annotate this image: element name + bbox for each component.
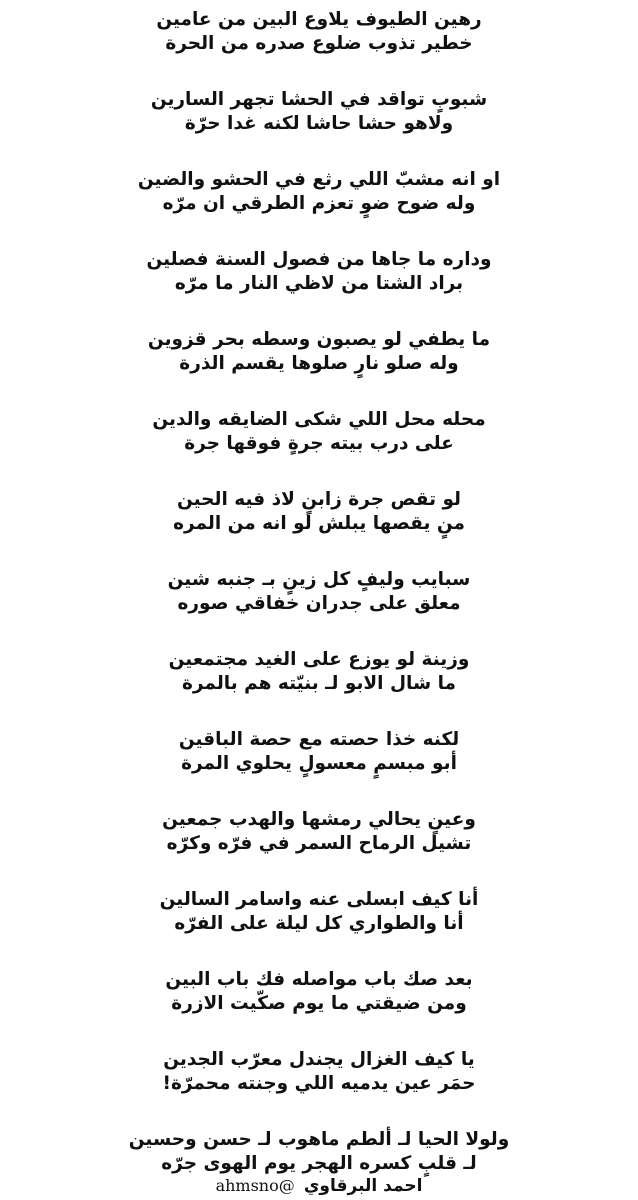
verse-line: ولولا الحيا لـ ألطم ماهوب لـ حسن وحسين <box>128 1129 510 1150</box>
stanza <box>0 408 638 456</box>
stanza <box>0 1048 638 1096</box>
stanza <box>0 8 638 56</box>
stanza <box>0 488 638 536</box>
verse-line: وعينٍ يحالي رمشها والهدب جمعين <box>162 809 476 830</box>
verse-line: يا كيف الغزال يجندل معرّب الجدين <box>163 1049 475 1070</box>
verse-line: براد الشتا من لاظي النار ما مرّه <box>174 273 464 294</box>
verse-line: لو تقص جرة زابنٍ لاذ فيه الحين <box>176 489 461 510</box>
verse-line: وله صلو نارٍ صلوها يقسم الذرة <box>179 353 459 374</box>
stanza <box>0 968 638 1016</box>
stanza <box>0 808 638 856</box>
verse-line: ومن ضيقتي ما يوم صكّيت الازرة <box>171 993 467 1014</box>
verse-line: أنا والطواري كل ليلة على الفرّه <box>174 913 464 934</box>
author-name: احمد البرقاوي <box>303 1176 423 1196</box>
verse-line: خطير تذوب ضلوع صدره من الحرة <box>165 33 473 54</box>
stanza <box>0 648 638 696</box>
stanza <box>0 88 638 136</box>
verse-line: بعد صك باب مواصله فك باب البين <box>165 969 473 990</box>
stanza <box>0 1128 638 1176</box>
stanza <box>0 728 638 776</box>
stanza <box>0 248 638 296</box>
verse-line: حمَر عين يدميه اللي وجنته محمرّة! <box>162 1073 476 1094</box>
verse-line: او انه مشبّ اللي رثع في الحشو والضين <box>137 169 501 190</box>
verse-line: شبوبٍ تواقد في الحشا تجهر السارين <box>150 89 488 110</box>
stanza <box>0 168 638 216</box>
verse-line: وزينة لو يوزع على الغيد مجتمعين <box>168 649 470 670</box>
author-signature <box>0 1176 638 1196</box>
verse-line: لـ قلبٍ كسره الهجر يوم الهوى جرّه <box>161 1153 477 1174</box>
verse-line: لكنه خذا حصته مع حصة الباقين <box>178 729 460 750</box>
verse-line: محله محل اللي شكى الضايقه والدين <box>152 409 486 430</box>
verse-line: منٍ يقصها يبلش لو انه من المره <box>173 513 465 534</box>
verse-line: وله ضوح ضوٍ تعزم الطرقي ان مرّه <box>162 193 476 214</box>
verse-line: معلق على جدران خفاقي صوره <box>177 593 461 614</box>
verse-line: تشيل الرماح السمر في فرّه وكرّه <box>166 833 472 854</box>
verse-line: ما يطفي لو يصبون وسطه بحر قزوين <box>147 329 491 350</box>
verse-line: رهين الطيوف يلاوع البين من عامين <box>156 9 482 30</box>
stanza <box>0 328 638 376</box>
verse-line: أنا كيف ابسلى عنه واسامر السالين <box>159 889 479 910</box>
verse-line: ولاهو حشا حاشا لكنه غدا حرّة <box>184 113 454 134</box>
verse-line: على درب بيته جرةٍ فوقها جرة <box>184 433 454 454</box>
verse-line: وداره ما جاها من فصول السنة فصلين <box>146 249 492 270</box>
verse-line: أبو مبسمٍ معسولٍ يحلوي المرة <box>181 753 457 774</box>
stanza <box>0 568 638 616</box>
verse-line: ما شال الابو لـ بنيّته هم بالمرة <box>182 673 456 694</box>
verse-line: سبايب وليفٍ كل زينٍ بـ جنبه شين <box>167 569 471 590</box>
author-handle: ahmsno@ <box>215 1176 295 1195</box>
stanza <box>0 888 638 936</box>
